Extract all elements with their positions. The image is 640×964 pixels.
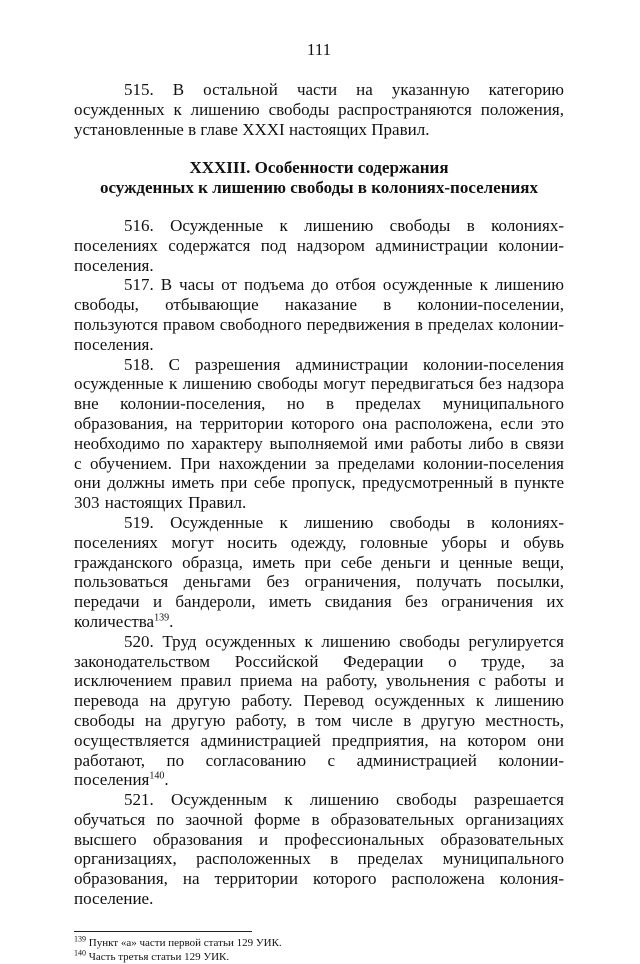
footnote-text: Пункт «а» части первой статьи 129 УИК.	[86, 936, 282, 949]
document-page	[74, 40, 564, 964]
footnote-ref-140[interactable]: 140	[149, 770, 165, 782]
paragraph-520	[74, 632, 564, 790]
paragraph-520-end: .	[164, 770, 169, 790]
paragraph-519	[74, 513, 564, 632]
footnote-140	[74, 950, 564, 964]
paragraph-515: 515. В остальной части на указанную категорию осужденных к лишению свободы распространяются положения, установленные в главе XXXI настоящих Правил.	[74, 80, 564, 139]
footnote-139	[74, 936, 564, 950]
footnote-number: 140	[74, 948, 86, 958]
paragraph-519-text: 519. Осужденные к лишению свободы в колониях-поселениях могут носить одежду, головные уборы и обувь гражданского образца, иметь при себе деньги и ценные вещи, пользоваться деньгами без ограничения, получать посылки, передачи и бандероли, иметь свидания без ограничения их количества	[74, 512, 564, 631]
footnote-ref-139[interactable]: 139	[154, 612, 170, 624]
footnote-divider	[74, 931, 252, 932]
paragraph-518: 518. С разрешения администрации колонии-поселения осужденные к лишению свободы могут передвигаться без надзора вне колонии-поселения, но в пределах муниципального образования, на территории которого она расположена, если это необходимо по характеру выполняемой ими работы либо в связи с обучением. При нахождении за пределами колонии-поселения они должны иметь при себе пропуск, предусмотренный в пункте 303 настоящих Правил.	[74, 354, 564, 513]
paragraph-521: 521. Осужденным к лишению свободы разрешается обучаться по заочной форме в образовательных организациях высшего образования и профессиональных образовательных организациях, расположенных в пределах муниципального образования, на территории которого расположена колония-поселение.	[74, 790, 564, 909]
chapter-heading-line-1: XXXIII. Особенности содержания	[189, 158, 449, 178]
paragraph-516: 516. Осужденные к лишению свободы в колониях-поселениях содержатся под надзором администрации колонии-поселения.	[74, 215, 564, 275]
paragraph-520-text: 520. Труд осужденных к лишению свободы регулируется законодательством Российской Федерации о труде, за исключением правил приема на работу, увольнения с работы и перевода на другую работу. Перевод осужденных к лишению свободы на другую работу, в том числе в другую местность, осуществляется администрацией предприятия, на котором они работают, по согласованию с администрацией колонии-поселения	[74, 631, 564, 790]
page-number: 111	[306, 40, 332, 59]
chapter-heading-line-2: осужденных к лишению свободы в колониях-поселениях	[99, 178, 539, 198]
footnote-text: Часть третья статьи 129 УИК.	[86, 950, 230, 963]
paragraph-517: 517. В часы от подъема до отбоя осужденные к лишению свободы, отбывающие наказание в колонии-поселении, пользуются правом свободного передвижения в пределах колонии-поселения.	[74, 275, 564, 354]
paragraph-519-end: .	[169, 611, 174, 631]
chapter-heading	[74, 158, 564, 198]
footnote-number: 139	[74, 934, 86, 944]
